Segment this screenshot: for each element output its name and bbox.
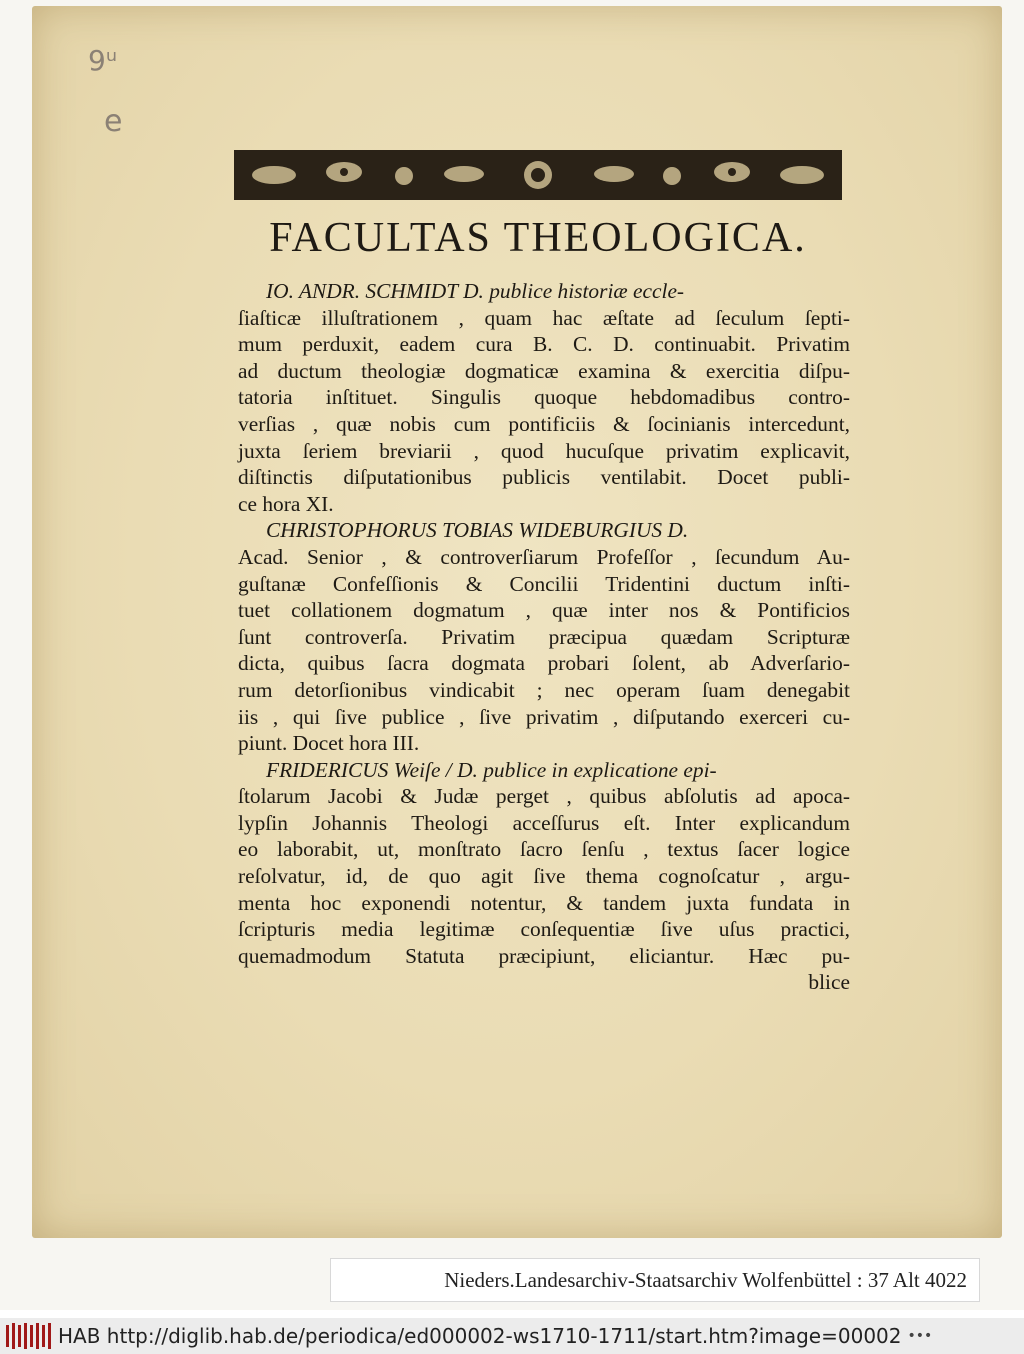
- text-line: ſtolarum Jacobi & Judæ perget , quibus abſolutis ad apoca-: [238, 784, 850, 809]
- pencil-mark-number: 9ᵘ: [88, 44, 118, 77]
- text-line: ſiaſticæ illuſtrationem , quam hac æſtate ad ſeculum ſepti-: [238, 305, 850, 330]
- text-line: tuet collationem dogmatum , quæ inter nos & Pontificios: [238, 598, 850, 623]
- text-line: diſtinctis diſputationibus publicis ventilabit. Docet publi-: [238, 465, 850, 490]
- hab-logo-icon: [4, 1321, 54, 1351]
- text-line: FRIDERICUS Weiſe / D. publice in explicatione epi-: [266, 757, 717, 782]
- text-line: iis , qui ſive publice , ſive privatim , diſputando exerceri cu-: [238, 704, 850, 729]
- archive-label-text: Nieders.Landesarchiv-Staatsarchiv Wolfenbüttel : 37 Alt 4022: [444, 1267, 967, 1292]
- text-line: eo laborabit, ut, monſtrato ſacro ſenſu , textus ſacer logice: [238, 837, 850, 862]
- text-line: Acad. Senior , & controverſiarum Profeſſor , ſecundum Au-: [238, 544, 850, 569]
- archive-label: [330, 1258, 980, 1302]
- text-line: ce hora XI.: [238, 491, 334, 516]
- ornament-pattern: [234, 150, 842, 200]
- text-line: menta hoc exponendi notentur, & tandem juxta fundata in: [238, 890, 850, 915]
- text-line: ſcripturis media legitimæ conſequentiæ ſive uſus practici,: [238, 917, 850, 942]
- text-line: lypſin Johannis Theologi acceſſurus eſt. Inter explicandum: [238, 810, 850, 835]
- text-line: piunt. Docet hora III.: [238, 731, 420, 756]
- text-line: tatoria inſtituet. Singulis quoque hebdomadibus contro-: [238, 385, 850, 410]
- text-line: rum detorſionibus vindicabit ; nec operam ſuam denegabit: [238, 677, 850, 702]
- text-line: ad ductum theologiæ dogmaticæ examina & exercitia diſpu-: [238, 358, 850, 383]
- text-line: reſolvatur, id, de quo agit ſive thema cognoſcatur , argu-: [238, 864, 850, 889]
- pencil-mark-letter: e: [104, 104, 123, 139]
- page-heading: FACULTAS THEOLOGICA.: [269, 215, 807, 261]
- text-line: verſias , quæ nobis cum pontificiis & ſocinianis intercedunt,: [238, 411, 850, 436]
- text-line: guſtanæ Confeſſionis & Concilii Tridentini ductum inſti-: [238, 571, 850, 596]
- text-line: dicta, quibus ſacra dogmata probari ſolent, ab Adverſario-: [238, 651, 850, 676]
- text-line: mum perduxit, eadem cura B. C. D. continuabit. Privatim: [238, 332, 850, 357]
- text-line: juxta ſeriem breviarii , quod hucuſque privatim explicavit,: [238, 438, 850, 463]
- text-line: IO. ANDR. SCHMIDT D. publice historiæ eccle-: [266, 279, 685, 303]
- catchword: blice: [808, 970, 850, 995]
- text-line: quemadmodum Statuta præcipiunt, eliciantur. Hæc pu-: [238, 943, 850, 968]
- text-line: ſunt controverſa. Privatim præcipua quædam Scripturæ: [238, 624, 850, 649]
- ornament-headpiece: [234, 150, 842, 200]
- more-icon[interactable]: •••: [907, 1328, 933, 1344]
- url-bar: [0, 1318, 1024, 1354]
- source-link[interactable]: HAB http://diglib.hab.de/periodica/ed000002-ws1710-1711/start.htm?image=00002: [58, 1324, 902, 1348]
- text-line: CHRISTOPHORUS TOBIAS WIDEBURGIUS D.: [266, 518, 689, 543]
- body-text: [238, 278, 850, 996]
